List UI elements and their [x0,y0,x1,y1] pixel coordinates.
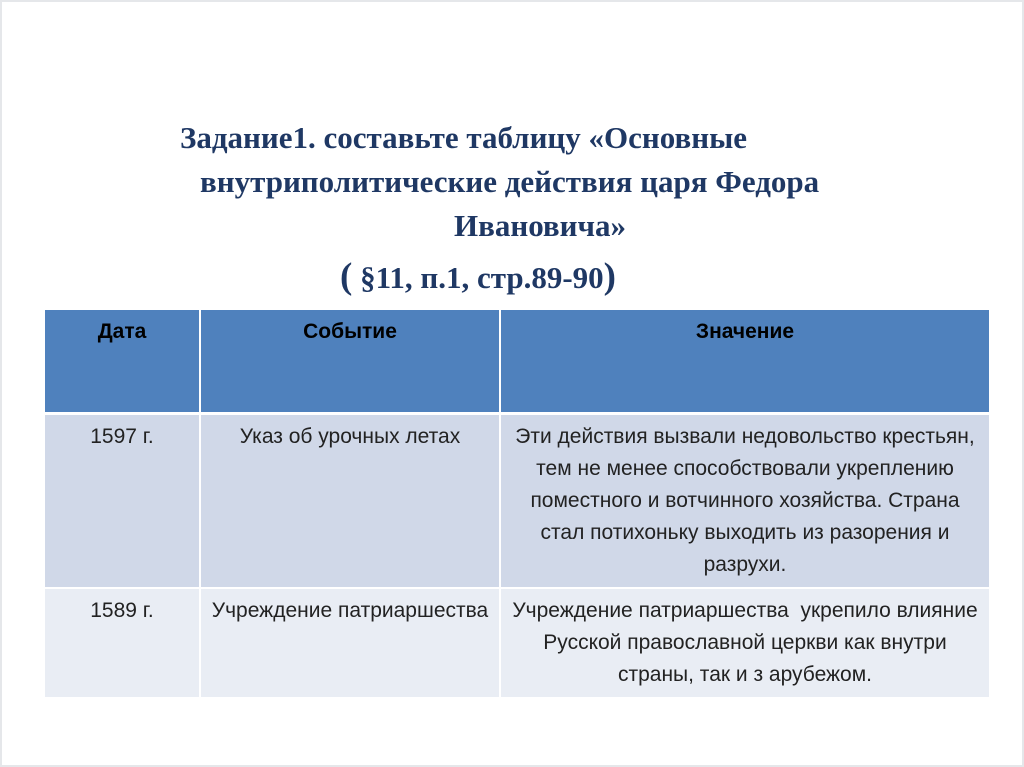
source-reference-text: §11, п.1, стр.89-90 [352,260,604,295]
table-row [45,588,989,698]
cell-meaning: Учреждение патриаршества укрепило влияние Русской православной церкви как внутри страны, так и з арубежом. [500,588,989,698]
close-paren: ) [603,256,616,297]
slide-title [180,116,880,248]
cell-date: 1597 г. [45,414,200,589]
source-reference [340,255,700,300]
cell-event: Учреждение патриаршества [200,588,500,698]
title-line-3: Ивановича» [453,208,627,243]
cell-date: 1589 г. [45,588,200,698]
header-date: Дата [45,310,200,414]
header-event: Событие [200,310,500,414]
table-row [45,414,989,589]
open-paren: ( [340,256,353,297]
policy-table [45,310,989,699]
title-line-2: внутриполитические действия царя Федора [200,164,820,199]
slide-border-left [0,0,2,767]
cell-event: Указ об урочных летах [200,414,500,589]
header-meaning: Значение [500,310,989,414]
slide-border-top [0,0,1024,2]
cell-meaning: Эти действия вызвали недовольство крестьян, тем не менее способствовали укреплению поместного и вотчинного хозяйства. Страна стал потихоньку выходить из разорения и разрухи. [500,414,989,589]
table-header-row [45,310,989,414]
title-line-1: Задание1. составьте таблицу «Основные [180,120,748,155]
